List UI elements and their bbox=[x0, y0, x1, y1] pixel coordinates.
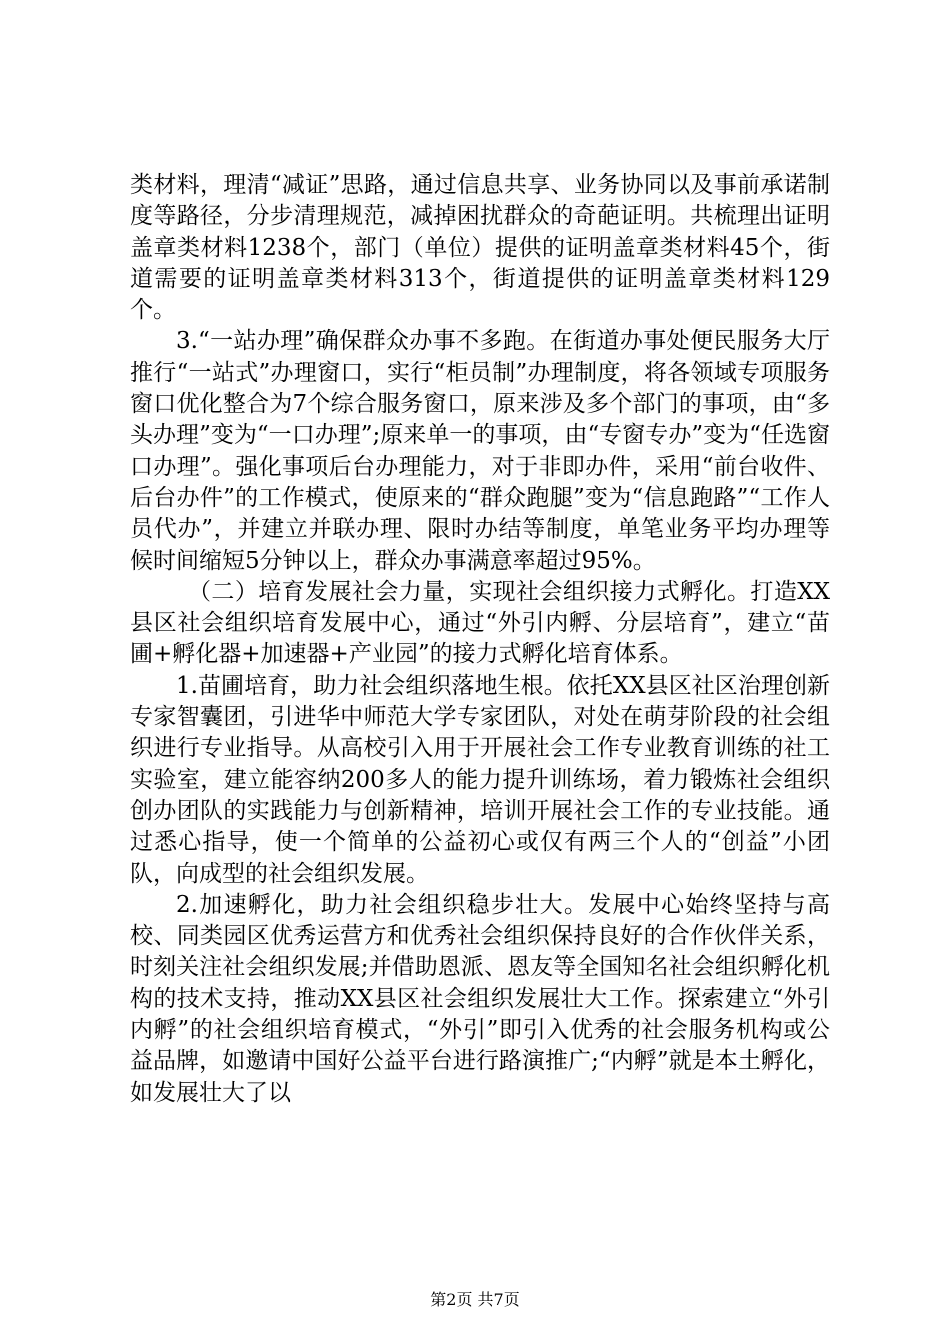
paragraph-continued-materials: 类材料，理清“减证”思路，通过信息共享、业务协同以及事前承诺制度等路径，分步清理规范，减掉困扰群众的奇葩证明。共梳理出证明盖章类材料1238个，部门（单位）提供的证明盖章类材料45个，街道需要的证明盖章类材料313个，街道提供的证明盖章类材料129个。 bbox=[130, 172, 830, 324]
document-body bbox=[130, 170, 830, 1109]
paragraph-nursery-cultivation: 1.苗圃培育，助力社会组织落地生根。依托XX县区社区治理创新专家智囊团，引进华中师范大学专家团队，对处在萌芽阶段的社会组织进行专业指导。从高校引入用于开展社会工作专业教育训练的社工实验室，建立能容纳200多人的能力提升训练场，着力锻炼社会组织创办团队的实践能力与创新精神，培训开展社会工作的专业技能。通过悉心指导，使一个简单的公益初心或仅有两三个人的“创益”小团队，向成型的社会组织发展。 bbox=[130, 672, 830, 887]
paragraph-accelerated-incubation: 2.加速孵化，助力社会组织稳步壮大。发展中心始终坚持与高校、同类园区优秀运营方和优秀社会组织保持良好的合作伙伴关系，时刻关注社会组织发展;并借助恩派、恩友等全国知名社会组织孵化机构的技术支持，推动XX县区社会组织发展壮大工作。探索建立“外引内孵”的社会组织培育模式，“外引”即引入优秀的社会服务机构或公益品牌，如邀请中国好公益平台进行路演推广;“内孵”就是本土孵化，如发展壮大了以 bbox=[130, 891, 830, 1106]
paragraph-social-organization-incubation: （二）培育发展社会力量，实现社会组织接力式孵化。打造XX县区社会组织培育发展中心，通过“外引内孵、分层培育”，建立“苗圃+孵化器+加速器+产业园”的接力式孵化培育体系。 bbox=[130, 578, 830, 668]
paragraph-one-stop-service: 3.“一站办理”确保群众办事不多跑。在街道办事处便民服务大厅推行“一站式”办理窗口，实行“柜员制”办理制度，将各领域专项服务窗口优化整合为7个综合服务窗口，原来涉及多个部门的事项，由“多头办理”变为“一口办理”;原来单一的事项，由“专窗专办”变为“任选窗口办理”。强化事项后台办理能力，对于非即办件，采用“前台收件、后台办件”的工作模式，使原来的“群众跑腿”变为“信息跑路”“工作人员代办”，并建立并联办理、限时办结等制度，单笔业务平均办理等候时间缩短5分钟以上，群众办事满意率超过95%。 bbox=[130, 328, 830, 574]
page-footer: 第2页 共7页 bbox=[430, 1290, 520, 1309]
